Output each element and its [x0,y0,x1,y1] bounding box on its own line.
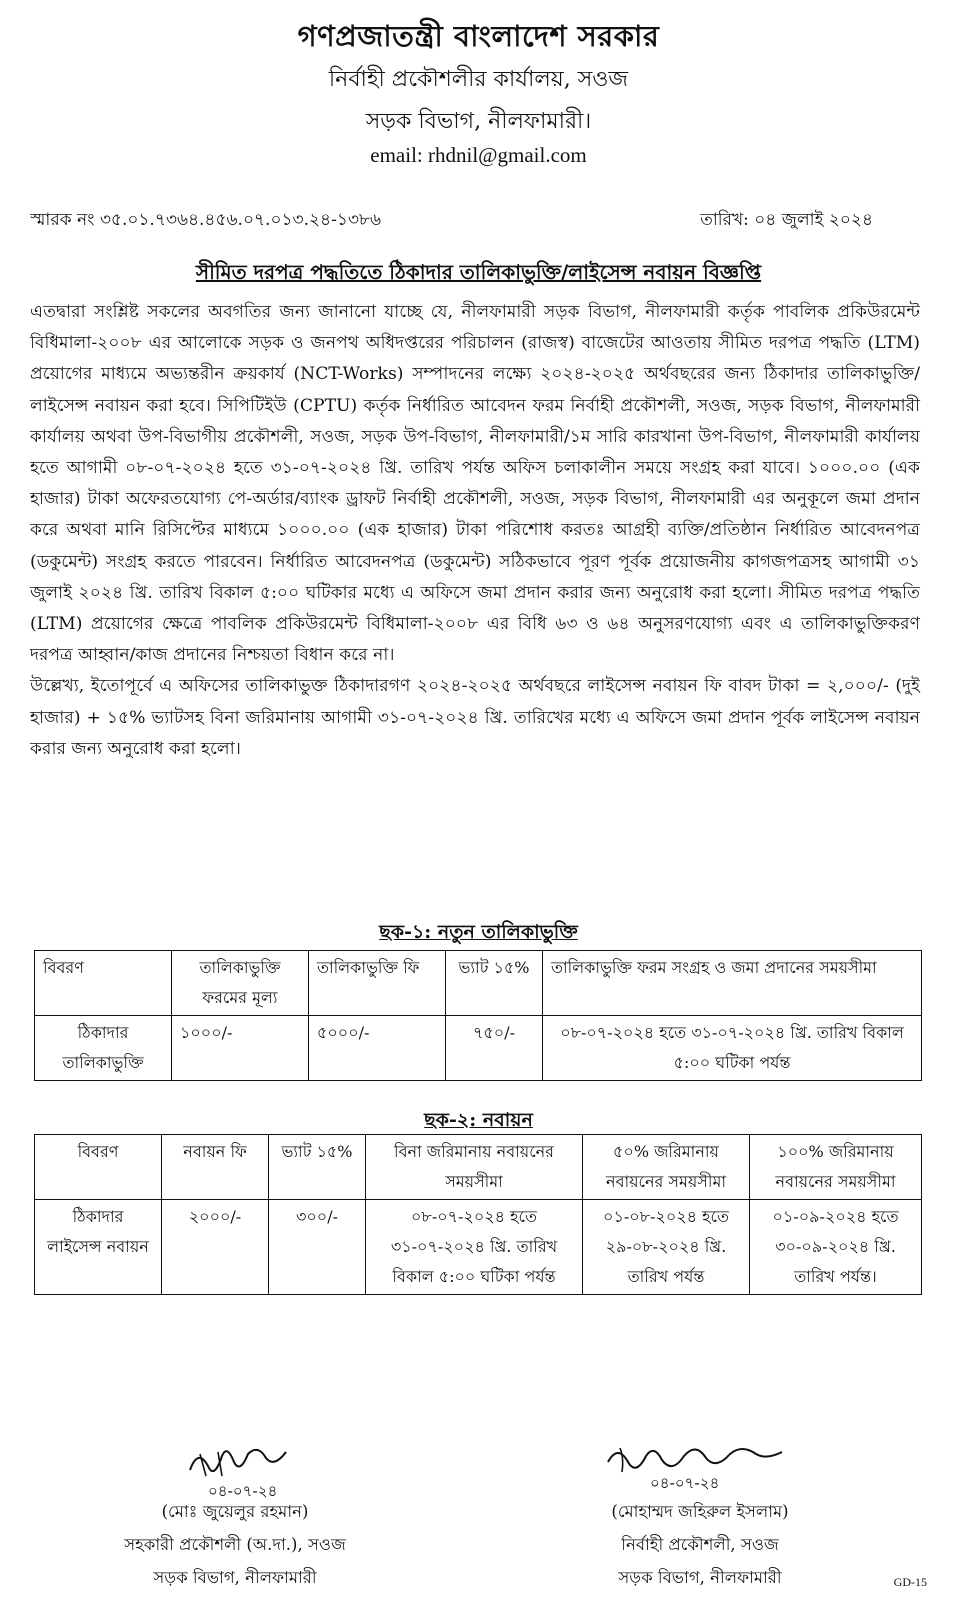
table-header-cell: ১০০% জরিমানায় নবায়নের সময়সীমা [750,1135,922,1200]
table-cell: ১০০০/- [172,1016,309,1081]
table-cell: ২০০০/- [162,1200,269,1295]
table-cell: ০১-০৮-২০২৪ হতে ২৯-০৮-২০২৪ খ্রি. তারিখ পর্যন্ত [583,1200,750,1295]
footer-code: GD-15 [893,1575,927,1589]
signatory-left-designation: সহকারী প্রকৌশলী (অ.দা.), সওজ [124,1535,346,1554]
notice-body [30,297,920,765]
renewal-table [34,1134,922,1295]
signatory-left [70,1495,400,1594]
table-row [35,1200,922,1295]
new-enlistment-table [34,950,922,1081]
office-email: email: rhdnil@gmail.com [370,143,587,167]
signature-left-date: ০৪-০৭-২৪ [208,1482,278,1500]
memo-number: স্মারক নং ৩৫.০১.৭৩৬৪.৪৫৬.০৭.০১৩.২৪-১৩৮৬ [30,210,381,230]
table-header-cell: তালিকাভুক্তি ফরমের মূল্য [172,951,309,1016]
table-header-cell: তালিকাভুক্তি ফরম সংগ্রহ ও জমা প্রদানের সময়সীমা [543,951,922,1016]
table1-title-text: ছক-১: নতুন তালিকাভুক্তি [379,921,578,943]
table-header-cell: বিবরণ [35,1135,162,1200]
table-header-cell: তালিকাভুক্তি ফি [309,951,446,1016]
table-header-row [35,951,922,1016]
table-cell: ৩০০/- [269,1200,366,1295]
notice-date: তারিখ: ০৪ জুলাই ২০২৪ [700,210,873,230]
office-name: নির্বাহী প্রকৌশলীর কার্যালয়, সওজ [328,67,629,92]
table-cell: ঠিকাদার লাইসেন্স নবায়ন [35,1200,162,1295]
notice-title [0,258,957,291]
table-header-cell: ভ্যাট ১৫% [446,951,543,1016]
table-header-cell: ৫০% জরিমানায় নবায়নের সময়সীমা [583,1135,750,1200]
govt-heading: গণপ্রজাতন্ত্রী বাংলাদেশ সরকার [297,19,660,53]
notice-title-text: সীমিত দরপত্র পদ্ধতিতে ঠিকাদার তালিকাভুক্তি/লাইসেন্স নবায়ন বিজ্ঞপ্তি [195,260,762,284]
table-row [35,1016,922,1081]
table-header-cell: নবায়ন ফি [162,1135,269,1200]
table-header-cell: বিনা জরিমানায় নবায়নের সময়সীমা [366,1135,583,1200]
table-header-cell: ভ্যাট ১৫% [269,1135,366,1200]
signatory-right [520,1495,880,1594]
table2-title-text: ছক-২: নবায়ন [424,1109,533,1131]
table-cell: ঠিকাদার তালিকাভুক্তি [35,1016,172,1081]
signature-left-image [180,1440,330,1500]
table-header-cell: বিবরণ [35,951,172,1016]
signatory-left-office: সড়ক বিভাগ, নীলফামারী [153,1568,317,1587]
signature-right-date: ০৪-০৭-২৪ [650,1474,720,1492]
table-cell: ৭৫০/- [446,1016,543,1081]
table1-title [0,918,957,950]
table-cell: ০৮-০৭-২০২৪ হতে ৩১-০৭-২০২৪ খ্রি. তারিখ বিকাল ৫:০০ ঘটিকা পর্যন্ত [543,1016,922,1081]
body-paragraph-2: উল্লেখ্য, ইতোপূর্বে এ অফিসের তালিকাভুক্ত ঠিকাদারগণ ২০২৪-২০২৫ অর্থবছরে লাইসেন্স নবায়ন ফি বাবদ টাকা = ২,০০০/- (দুই হাজার) + ১৫% ভ্যাটসহ বিনা জরিমানায় আগামী ৩১-০৭-২০২৪ খ্রি. তারিখের মধ্যে এ অফিসে জমা প্রদান পূর্বক লাইসেন্স নবায়ন করার জন্য অনুরোধ করা হলো। [30,676,920,759]
table-cell: ৫০০০/- [309,1016,446,1081]
signatory-right-name: (মোহাম্মদ জহিরুল ইসলাম) [611,1502,789,1521]
table-header-row [35,1135,922,1200]
body-paragraph-1: এতদ্বারা সংশ্লিষ্ট সকলের অবগতির জন্য জানানো যাচ্ছে যে, নীলফামারী সড়ক বিভাগ, নীলফামারী কর্তৃক পাবলিক প্রকিউরমেন্ট বিধিমালা-২০০৮ এর আলোকে সড়ক ও জনপথ অধিদপ্তরের পরিচালন (রাজস্ব) বাজেটের আওতায় সীমিত দরপত্র পদ্ধতি (LTM) প্রয়োগের মাধ্যমে অভ্যন্তরীন ক্রয়কার্য (NCT-Works) সম্পাদনের লক্ষ্যে ২০২৪-২০২৫ অর্থবছরের জন্য ঠিকাদার তালিকাভুক্তি/লাইসেন্স নবায়ন করা হবে। সিপিটিইউ (CPTU) কর্তৃক নির্ধারিত আবেদন ফরম নির্বাহী প্রকৌশলী, সওজ, সড়ক বিভাগ, নীলফামারী কার্যালয় অথবা উপ-বিভাগীয় প্রকৌশলী, সওজ, সড়ক উপ-বিভাগ, নীলফামারী/১ম সারি কারখানা উপ-বিভাগ, নীলফামারী কার্যালয় হতে আগামী ০৮-০৭-২০২৪ হতে ৩১-০৭-২০২৪ খ্রি. তারিখ পর্যন্ত অফিস চলাকালীন সময়ে সংগ্রহ করা যাবে। ১০০০.০০ (এক হাজার) টাকা অফেরতযোগ্য পে-অর্ডার/ব্যাংক ড্রাফট নির্বাহী প্রকৌশলী, সওজ, সড়ক বিভাগ, নীলফামারী এর অনুকূলে জমা প্রদান করে অথবা মানি রিসিপ্টের মাধ্যমে ১০০০.০০ (এক হাজার) টাকা পরিশোধ করতঃ আগ্রহী ব্যক্তি/প্রতিষ্ঠান নির্ধারিত আবেদনপত্র (ডকুমেন্ট) সংগ্রহ করতে পারবেন। নির্ধারিত আবেদনপত্র (ডকুমেন্ট) সঠিকভাবে পূরণ পূর্বক প্রয়োজনীয় কাগজপত্রসহ আগামী ৩১ জুলাই ২০২৪ খ্রি. তারিখ বিকাল ৫:০০ ঘটিকার মধ্যে এ অফিসে জমা প্রদান করার জন্য অনুরোধ করা হলো। সীমিত দরপত্র পদ্ধতি (LTM) প্রয়োগের ক্ষেত্রে পাবলিক প্রকিউরমেন্ট বিধিমালা-২০০৮ এর বিধি ৬৩ ও ৬৪ অনুসরণযোগ্য এবং এ তালিকাভুক্তিকরণ দরপত্র আহ্বান/কাজ প্রদানের নিশ্চয়তা বিধান করে না। [30,302,920,666]
table-cell: ০৮-০৭-২০২৪ হতে ৩১-০৭-২০২৪ খ্রি. তারিখ বিকাল ৫:০০ ঘটিকা পর্যন্ত [366,1200,583,1295]
signatory-left-name: (মোঃ জুয়েলুর রহমান) [161,1502,309,1521]
division-name: সড়ক বিভাগ, নীলফামারী। [365,109,592,134]
signatory-right-designation: নির্বাহী প্রকৌশলী, সওজ [621,1535,779,1554]
signatory-right-office: সড়ক বিভাগ, নীলফামারী [618,1568,782,1587]
table-cell: ০১-০৯-২০২৪ হতে ৩০-০৯-২০২৪ খ্রি. তারিখ পর্যন্ত। [750,1200,922,1295]
signature-right-image [600,1430,800,1495]
